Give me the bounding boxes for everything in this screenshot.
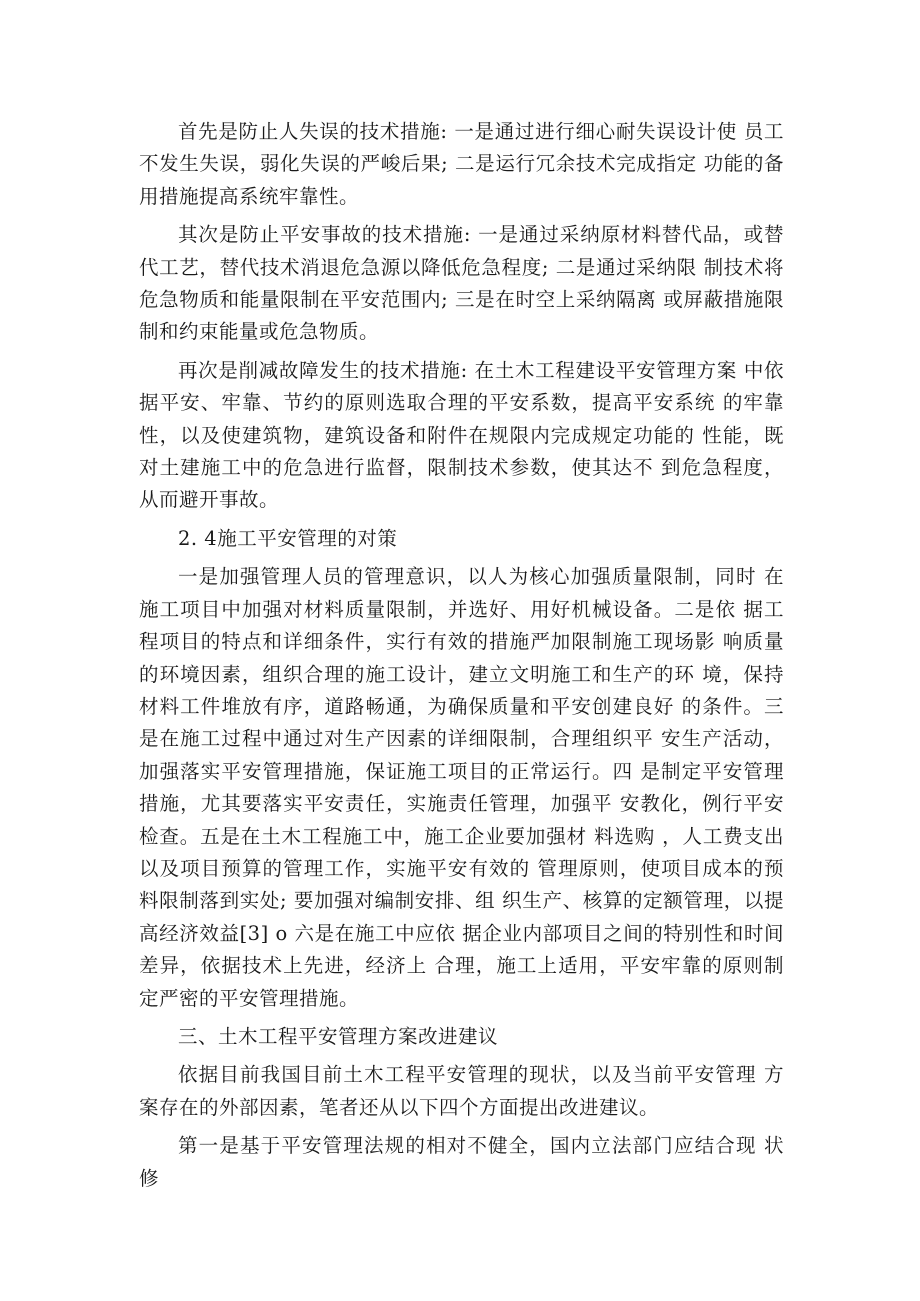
paragraph-improvement-intro: 依据目前我国目前土木工程平安管理的现状，以及当前平安管理 方案存在的外部因素，笔者还从以下四个方面提出改进建议。 bbox=[139, 1063, 784, 1119]
paragraph-accident-prevention-measures: 其次是防止平安事故的技术措施: 一是通过采纳原材料替代品，或替代工艺，替代技术消退危急源以降低危急程度; 二是通过采纳限 制技术将危急物质和能量限制在平安范围内; 三是在时空上采纳隔离 或屏蔽措施限制和约束能量或危急物质。 bbox=[139, 223, 784, 344]
section-heading-3: 三、土木工程平安管理方案改进建议 bbox=[178, 1024, 499, 1048]
paragraph-first-suggestion: 第一是基于平安管理法规的相对不健全，国内立法部门应结合现 状修 bbox=[139, 1134, 784, 1190]
document-body bbox=[139, 116, 784, 1201]
paragraph-fault-reduction-measures: 再次是削减故障发生的技术措施: 在土木工程建设平安管理方案 中依据平安、牢靠、节约的原则选取合理的平安系数，提高平安系统 的牢靠性，以及使建筑物，建筑设备和附件在规限内完成规定功能的 性能，既对土建施工中的危急进行监督，限制技术参数，使其达不 到危急程度，从而避开事故。 bbox=[139, 358, 784, 512]
paragraph-human-error-measures: 首先是防止人失误的技术措施: 一是通过进行细心耐失误设计使 员工不发生失误，弱化失误的严峻后果; 二是运行冗余技术完成指定 功能的备用措施提高系统牢靠性。 bbox=[139, 120, 784, 208]
section-heading-2-4: 2. 4施工平安管理的对策 bbox=[178, 526, 398, 550]
paragraph-safety-countermeasures: 一是加强管理人员的管理意识，以人为核心加强质量限制，同时 在施工项目中加强对材料质量限制，并选好、用好机械设备。二是依 据工程项目的特点和详细条件，实行有效的措施严加限制施工现场影 响质量的环境因素，组织合理的施工设计，建立文明施工和生产的环 境，保持材料工件堆放有序，道路畅通，为确保质量和平安创建良好 的条件。三是在施工过程中通过对生产因素的详细限制，合理组织平 安生产活动，加强落实平安管理措施，保证施工项目的正常运行。四 是制定平安管理措施，尤其要落实平安责任，实施责任管理，加强平 安教化，例行平安检查。五是在土木工程施工中，施工企业要加强材 料选购 ，人工费支出以及项目预算的管理工作，实施平安有效的 管理原则，使项目成本的预料限制落到实处; 要加强对编制安排、组 织生产、核算的定额管理，以提高经济效益[3] o 六是在施工中应依 据企业内部项目之间的特别性和时间差异，依据技术上先进，经济上 合理，施工上适用，平安牢靠的原则制定严密的平安管理措施。 bbox=[139, 565, 784, 1010]
